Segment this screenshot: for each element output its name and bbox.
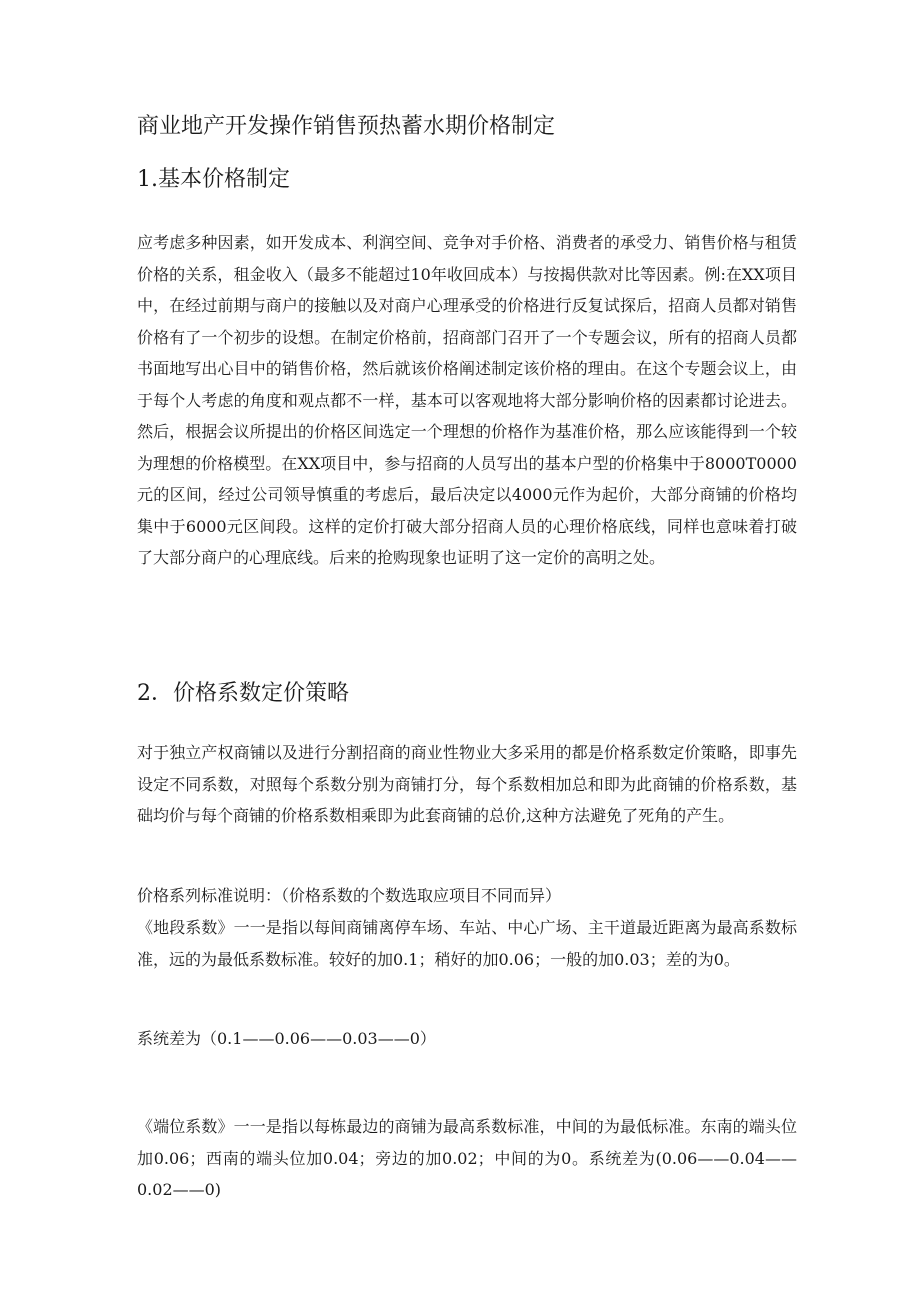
end-factor-paragraph: 《端位系数》一一是指以每栋最边的商铺为最高系数标准，中间的为最低标准。东南的端头位加0.06；西南的端头位加0.04；旁边的加0.02；中间的为0。系统差为(0.06——0.04——0.02——0): [137, 1117, 797, 1199]
location-factor-paragraph: 《地段系数》一一是指以每间商铺离停车场、车站、中心广场、主干道最近距离为最高系数标准，远的为最低系数标准。较好的加0.1；稍好的加0.06；一般的加0.03；差的为0。: [137, 918, 797, 969]
section-heading-price-coefficient: 2．价格系数定价策略: [137, 681, 349, 706]
section-paragraph-price-coefficient: 对于独立产权商铺以及进行分割招商的商业性物业大多采用的都是价格系数定价策略，即事先设定不同系数，对照每个系数分别为商铺打分，每个系数相加总和即为此商铺的价格系数，基础均价与每个商铺的价格系数相乘即为此套商铺的总价,这种方法避免了死角的产生。: [137, 743, 797, 825]
standard-note: 价格系列标准说明：（价格系数的个数选取应项目不同而异）: [137, 886, 562, 905]
location-factor-difference: 系统差为（0.1——0.06——0.03——0）: [137, 1029, 436, 1048]
section-paragraph-basic-price: 应考虑多种因素，如开发成本、利润空间、竞争对手价格、消费者的承受力、销售价格与租赁价格的关系，租金收入（最多不能超过10年收回成本）与按揭供款对比等因素。例:在XX项目中，在经过前期与商户的接触以及对商户心理承受的价格进行反复试探后，招商人员都对销售价格有了一个初步的设想。在制定价格前，招商部门召开了一个专题会议，所有的招商人员都书面地写出心目中的销售价格，然后就该价格阐述制定该价格的理由。在这个专题会议上，由于每个人考虑的角度和观点都不一样，基本可以客观地将大部分影响价格的因素都讨论进去。然后，根据会议所提出的价格区间选定一个理想的价格作为基准价格，那么应该能得到一个较为理想的价格模型。在XX项目中，参与招商的人员写出的基本户型的价格集中于8000T0000元的区间，经过公司领导慎重的考虑后，最后决定以4000元作为起价，大部分商铺的价格均集中于6000元区间段。这样的定价打破大部分招商人员的心理价格底线，同样也意味着打破了大部分商户的心理底线。后来的抢购现象也证明了这一定价的高明之处。: [137, 233, 797, 567]
document-title: 商业地产开发操作销售预热蓄水期价格制定: [137, 114, 556, 139]
section-heading-basic-price: 1.基本价格制定: [137, 167, 290, 192]
